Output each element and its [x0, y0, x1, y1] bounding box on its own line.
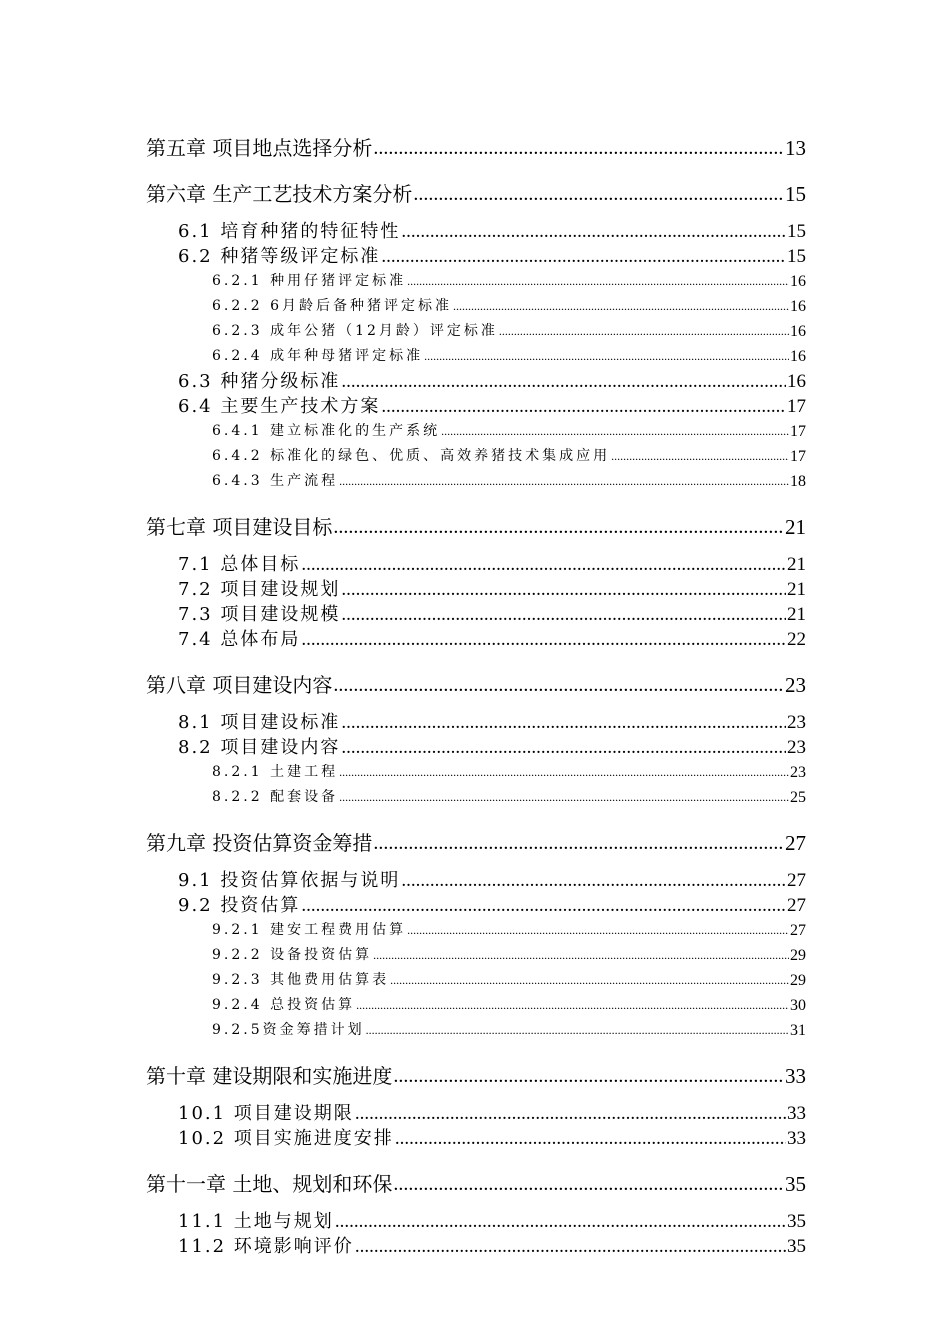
- toc-dot-leader: [453, 294, 789, 319]
- toc-entry-title: 8.2 项目建设内容: [178, 737, 341, 758]
- toc-entry-level1[interactable]: [146, 672, 806, 698]
- toc-entry-page-number: 27: [785, 831, 806, 855]
- toc-entry-level2[interactable]: [146, 1126, 806, 1151]
- toc-entry-title: 9.2.3 其他费用估算表: [212, 972, 390, 988]
- toc-entry-page-number: 31: [790, 1022, 806, 1039]
- toc-entry-level2[interactable]: [146, 710, 806, 735]
- toc-dot-leader: [366, 1018, 789, 1043]
- toc-dot-leader: [413, 181, 784, 207]
- toc-entry-page-number: 16: [787, 371, 806, 392]
- toc-dot-leader: [341, 735, 786, 760]
- toc-entry-level3[interactable]: [146, 1018, 806, 1043]
- toc-entry-title: 7.2 项目建设规划: [178, 579, 341, 600]
- toc-dot-leader: [373, 135, 784, 161]
- toc-entry-page-number: 21: [787, 554, 806, 575]
- toc-entry-page-number: 35: [787, 1236, 806, 1257]
- toc-dot-leader: [373, 943, 789, 968]
- toc-entry-level2[interactable]: [146, 552, 806, 577]
- toc-entry-page-number: 29: [790, 947, 806, 964]
- toc-entry-page-number: 33: [785, 1064, 806, 1088]
- toc-entry-title: 6.2 种猪等级评定标准: [178, 246, 381, 267]
- toc-entry-title: 第九章 投资估算资金筹措: [146, 831, 373, 855]
- toc-entry-page-number: 16: [790, 298, 806, 315]
- toc-entry-page-number: 23: [787, 737, 806, 758]
- toc-entry-title: 6.2.2 6月龄后备种猪评定标准: [212, 298, 452, 314]
- toc-entry-title: 9.2.1 建安工程费用估算: [212, 922, 407, 938]
- toc-entry-page-number: 15: [787, 221, 806, 242]
- toc-entry-page-number: 27: [787, 895, 806, 916]
- toc-entry-level1[interactable]: [146, 1171, 806, 1197]
- toc-entry-page-number: 33: [787, 1128, 806, 1149]
- toc-entry-level2[interactable]: [146, 577, 806, 602]
- toc-dot-leader: [373, 830, 784, 856]
- toc-entry-level1[interactable]: [146, 830, 806, 856]
- toc-dot-leader: [339, 469, 789, 494]
- toc-dot-leader: [301, 893, 786, 918]
- toc-entry-page-number: 35: [785, 1172, 806, 1196]
- toc-entry-level3[interactable]: [146, 419, 806, 444]
- toc-entry-title: 第十章 建设期限和实施进度: [146, 1064, 393, 1088]
- toc-entry-page-number: 21: [787, 579, 806, 600]
- toc-entry-title: 6.2.3 成年公猪（12月龄）评定标准: [212, 323, 498, 339]
- toc-entry-level3[interactable]: [146, 444, 806, 469]
- table-of-contents: [146, 135, 806, 1259]
- toc-entry-title: 6.2.4 成年种母猪评定标准: [212, 348, 424, 364]
- toc-dot-leader: [393, 1063, 784, 1089]
- toc-entry-level2[interactable]: [146, 1101, 806, 1126]
- toc-entry-page-number: 35: [787, 1211, 806, 1232]
- toc-dot-leader: [333, 672, 784, 698]
- toc-dot-leader: [355, 1101, 786, 1126]
- toc-entry-level1[interactable]: [146, 1063, 806, 1089]
- toc-entry-title: 9.2.2 设备投资估算: [212, 947, 373, 963]
- toc-dot-leader: [341, 602, 786, 627]
- toc-entry-title: 7.3 项目建设规模: [178, 604, 341, 625]
- toc-dot-leader: [393, 1171, 784, 1197]
- toc-entry-page-number: 29: [790, 972, 806, 989]
- toc-dot-leader: [381, 394, 786, 419]
- toc-entry-page-number: 27: [790, 922, 806, 939]
- toc-entry-title: 6.4.2 标准化的绿色、优质、高效养猪技术集成应用: [212, 448, 611, 464]
- toc-entry-level2[interactable]: [146, 394, 806, 419]
- toc-entry-title: 6.4.1 建立标准化的生产系统: [212, 423, 441, 439]
- toc-entry-page-number: 13: [785, 136, 806, 160]
- toc-entry-title: 8.2.2 配套设备: [212, 789, 339, 805]
- toc-entry-title: 6.4 主要生产技术方案: [178, 396, 381, 417]
- toc-entry-title: 第六章 生产工艺技术方案分析: [146, 182, 413, 206]
- toc-entry-title: 第十一章 土地、规划和环保: [146, 1172, 393, 1196]
- toc-entry-title: 6.3 种猪分级标准: [178, 371, 341, 392]
- toc-entry-level3[interactable]: [146, 269, 806, 294]
- toc-dot-leader: [407, 918, 789, 943]
- toc-dot-leader: [341, 710, 786, 735]
- toc-entry-level2[interactable]: [146, 219, 806, 244]
- toc-dot-leader: [333, 514, 784, 540]
- toc-entry-title: 9.2.5资金筹措计划: [212, 1022, 365, 1038]
- toc-dot-leader: [499, 319, 789, 344]
- toc-entry-page-number: 17: [787, 396, 806, 417]
- toc-entry-title: 7.1 总体目标: [178, 554, 301, 575]
- toc-entry-page-number: 15: [785, 182, 806, 206]
- toc-entry-page-number: 18: [790, 473, 806, 490]
- toc-entry-level2[interactable]: [146, 1209, 806, 1234]
- toc-entry-page-number: 33: [787, 1103, 806, 1124]
- toc-entry-page-number: 23: [787, 712, 806, 733]
- toc-entry-level2[interactable]: [146, 868, 806, 893]
- toc-entry-title: 11.1 土地与规划: [178, 1211, 334, 1232]
- toc-dot-leader: [407, 269, 789, 294]
- toc-dot-leader: [441, 419, 789, 444]
- toc-entry-level3[interactable]: [146, 943, 806, 968]
- toc-dot-leader: [424, 344, 789, 369]
- toc-entry-title: 6.2.1 种用仔猪评定标准: [212, 273, 407, 289]
- toc-entry-page-number: 16: [790, 348, 806, 365]
- toc-dot-leader: [301, 552, 786, 577]
- toc-entry-title: 9.2.4 总投资估算: [212, 997, 356, 1013]
- toc-entry-title: 11.2 环境影响评价: [178, 1236, 354, 1257]
- toc-entry-level3[interactable]: [146, 319, 806, 344]
- toc-entry-title: 6.4.3 生产流程: [212, 473, 339, 489]
- toc-entry-page-number: 27: [787, 870, 806, 891]
- toc-entry-page-number: 30: [790, 997, 806, 1014]
- toc-entry-title: 10.1 项目建设期限: [178, 1103, 354, 1124]
- toc-entry-level1[interactable]: [146, 181, 806, 207]
- toc-dot-leader: [339, 760, 789, 785]
- toc-entry-title: 8.1 项目建设标准: [178, 712, 341, 733]
- toc-entry-page-number: 21: [787, 604, 806, 625]
- toc-entry-title: 9.2 投资估算: [178, 895, 301, 916]
- toc-entry-page-number: 23: [785, 673, 806, 697]
- toc-entry-level1[interactable]: [146, 514, 806, 540]
- toc-entry-level3[interactable]: [146, 993, 806, 1018]
- toc-entry-level3[interactable]: [146, 785, 806, 810]
- toc-entry-level3[interactable]: [146, 968, 806, 993]
- toc-entry-title: 9.1 投资估算依据与说明: [178, 870, 401, 891]
- toc-dot-leader: [335, 1209, 786, 1234]
- toc-dot-leader: [381, 244, 786, 269]
- toc-dot-leader: [390, 968, 789, 993]
- toc-entry-page-number: 25: [790, 789, 806, 806]
- toc-entry-page-number: 17: [790, 423, 806, 440]
- toc-entry-level2[interactable]: [146, 602, 806, 627]
- toc-entry-page-number: 16: [790, 323, 806, 340]
- toc-dot-leader: [356, 993, 789, 1018]
- toc-dot-leader: [339, 785, 789, 810]
- toc-entry-level2[interactable]: [146, 893, 806, 918]
- toc-dot-leader: [611, 444, 789, 469]
- toc-entry-title: 第五章 项目地点选择分析: [146, 136, 373, 160]
- toc-entry-title: 第七章 项目建设目标: [146, 515, 333, 539]
- toc-entry-level3[interactable]: [146, 918, 806, 943]
- toc-entry-level3[interactable]: [146, 760, 806, 785]
- toc-entry-level2[interactable]: [146, 735, 806, 760]
- toc-entry-page-number: 23: [790, 764, 806, 781]
- toc-entry-page-number: 21: [785, 515, 806, 539]
- toc-dot-leader: [401, 868, 786, 893]
- toc-entry-level3[interactable]: [146, 294, 806, 319]
- toc-entry-title: 6.1 培育种猪的特征特性: [178, 221, 401, 242]
- toc-entry-level2[interactable]: [146, 369, 806, 394]
- toc-entry-level1[interactable]: [146, 135, 806, 161]
- toc-entry-page-number: 15: [787, 246, 806, 267]
- toc-dot-leader: [301, 627, 786, 652]
- toc-entry-level2[interactable]: [146, 244, 806, 269]
- toc-entry-page-number: 16: [790, 273, 806, 290]
- toc-dot-leader: [341, 369, 786, 394]
- toc-dot-leader: [401, 219, 786, 244]
- toc-dot-leader: [395, 1126, 786, 1151]
- toc-entry-level2[interactable]: [146, 627, 806, 652]
- toc-entry-title: 第八章 项目建设内容: [146, 673, 333, 697]
- toc-dot-leader: [341, 577, 786, 602]
- toc-entry-page-number: 17: [790, 448, 806, 465]
- toc-entry-level3[interactable]: [146, 469, 806, 494]
- toc-dot-leader: [355, 1234, 786, 1259]
- toc-entry-title: 7.4 总体布局: [178, 629, 301, 650]
- toc-entry-level2[interactable]: [146, 1234, 806, 1259]
- toc-entry-page-number: 22: [787, 629, 806, 650]
- toc-entry-title: 10.2 项目实施进度安排: [178, 1128, 394, 1149]
- toc-entry-level3[interactable]: [146, 344, 806, 369]
- toc-entry-title: 8.2.1 土建工程: [212, 764, 339, 780]
